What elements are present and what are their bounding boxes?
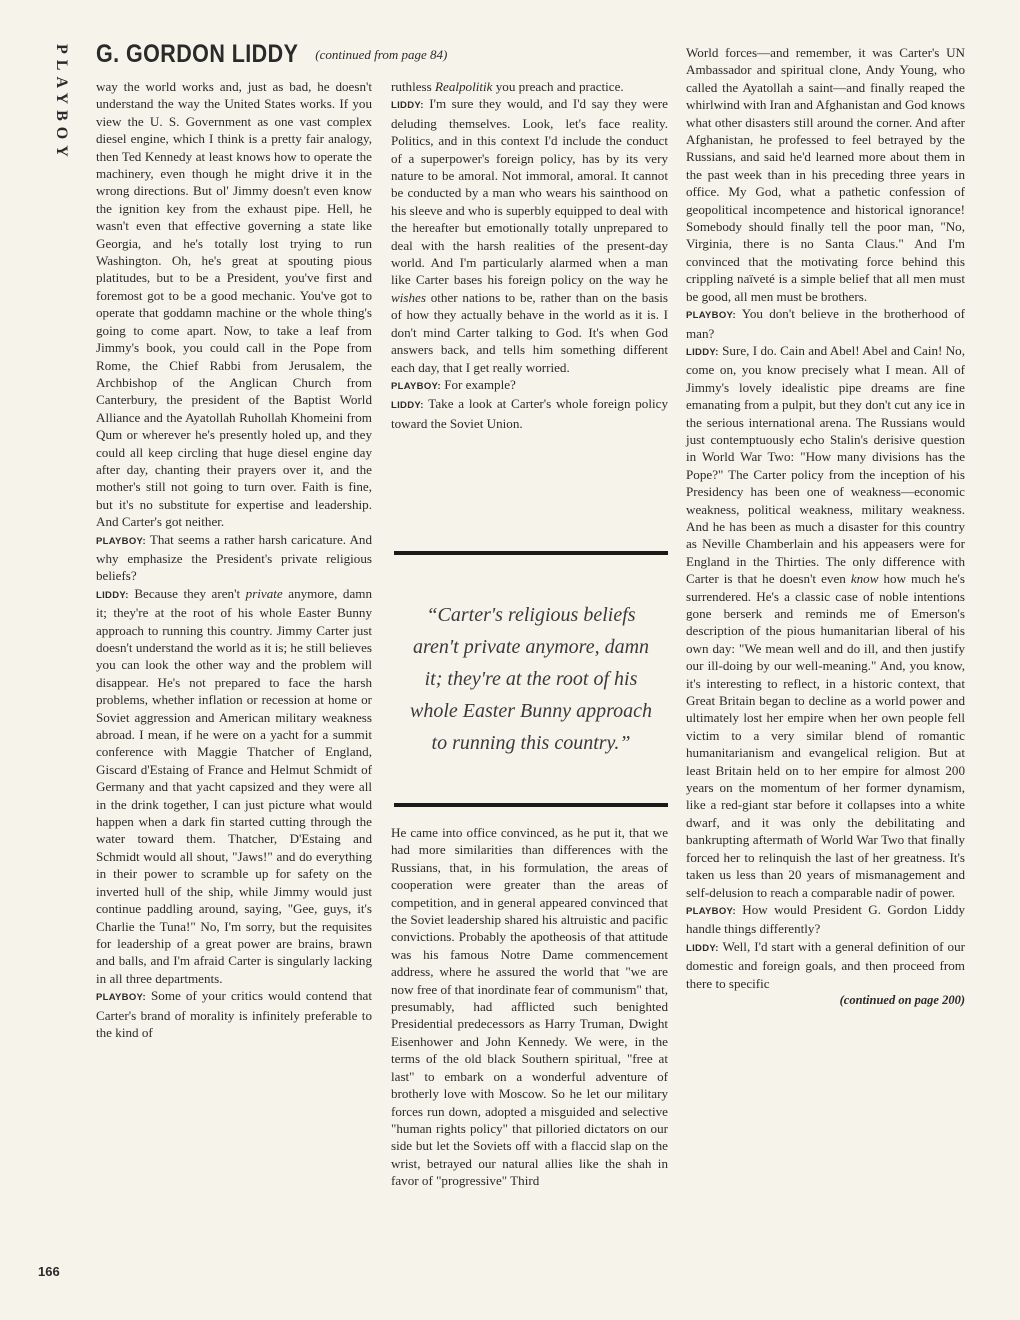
continued-from-note: (continued from page 84) [315,47,448,62]
paragraph [391,395,668,432]
continued-on-note: (continued on page 200) [839,992,965,1007]
answer-text: Because they aren't [134,585,246,601]
question-text: You don't believe in the brotherhood of man? [686,306,965,341]
paragraph [391,78,668,95]
paragraph [391,95,668,376]
answer-text: I'm sure they would, and I'd say they were deluding themselves. Look, let's face reality. Politics, and in this context I'd include the conduct of a superpower's foreign policy, has by its very nature to be amoral. Not immoral, amoral. It cannot be conducted by a man who wears his sainthood on his sleeve and who is superbly equipped to deal with the hereafter but emotionally totally unprepared to deal with the harsh realities of the present-day world. And I'm particularly alarmed when a man like Carter bases his foreign policy on the way he [391,96,668,288]
question-text: For example? [444,376,516,392]
speaker-label-liddy: LIDDY: [391,100,424,112]
paragraph: He came into office convinced, as he put it, that we had more similarities than differences with the Russians, that, in his formulation, the areas of cooperation were greater than the areas of competition, and in general appeared convinced that the Soviet leadership shared his altruistic and pacific convictions. Probably the apotheosis of that attitude was his famous Notre Dame commencement address, where he assured the world that "we are now free of that inordinate fear of communism" that, presumably, had afflicted such benighted Presidential predecessors as Harry Truman, Dwight Eisenhower and John Kennedy. We were, in the terms of the old black Southern spiritual, "free at last" to embark on a wonderful adventure of brotherly love with Moscow. So he let our military forces run down, adopted a misguided and selective "human rights policy" that pilloried dictators on our side but let the Soviets off with a flaccid slap on the wrist, betrayed our natural allies like the shah in favor of "progressive" Third [391,825,668,1189]
answer-text: Take a look at Carter's whole foreign policy toward the Soviet Union. [391,396,668,431]
question-text: That seems a rather harsh caricature. And why emphasize the President's private religious beliefs? [96,531,372,584]
paragraph [96,987,372,1041]
emphasis: wishes [391,289,426,305]
answer-text: anymore, damn it; they're at the root of his whole Easter Bunny approach to running this country. Jimmy Carter just doesn't understand the world as it is; he still believes you can look the other way and the problem will disappear. He's not prepared to face the harsh problems, whether inflation or recession at home or Soviet aggression and American military weakness abroad. I mean, if he were on a yacht for a summit conference with Maggie Thatcher of England, Giscard d'Estaing of France and Helmut Schmidt of Germany and that yacht capsized and they were all in the drink together, I can just picture what would happen when a dark fin started cutting through the water toward them. Thatcher, D'Estaing and Schmidt would all shout, "Jaws!" and do everything in their power to scramble up for safety on the inverted hull of the ship, while Jimmy would just continue paddling around, saying, "Gee, guys, it's Charlie the Tuna!" No, I'm sorry, but the requisites for leadership of a great power are brains, brawn and balls, and I'm afraid Carter is singularly lacking in all three departments. [96,585,372,986]
speaker-label-playboy: PLAYBOY: [96,535,146,547]
emphasis: private [245,585,283,601]
paragraph [391,376,668,395]
answer-text: Sure, I do. Cain and Abel! Abel and Cain! No, come on, you know precisely what I mean. All of Jimmy's lovely idealistic pipe dreams are fine emanating from a pulpit, but they don't cut any ice in the serious international arena. The Russians would just contemptuously echo Stalin's derisive question in World War Two: "How many divisions has the Pope?" The Carter policy from the inception of his Presidency has been one of weakness—economic weakness, political weakness, military weakness. And he has been as much a disaster for this country as Neville Chamberlain and his appeasers were for England in the Thirties. The only difference with Carter is that he doesn't even [686,342,965,587]
article-title: G. GORDON LIDDY [96,40,299,68]
paragraph [96,585,372,987]
emphasis: know [850,571,879,587]
pull-quote-text: “Carter's religious beliefs aren't private anymore, damn it; they're at the root of his whole Easter Bunny approach to running this country.” [409,604,652,754]
speaker-label-liddy: LIDDY: [96,589,129,601]
article-header [96,40,676,69]
question-text: How would President G. Gordon Liddy handle things differently? [686,901,965,937]
magazine-masthead: PLAYBOY [53,44,70,163]
answer-text: Well, I'd start with a general definition of our domestic and foreign goals, and then proceed from there to specific [686,938,965,991]
speaker-label-playboy: PLAYBOY: [686,905,736,917]
page-number: 166 [38,1264,60,1279]
question-text: you preach and practice. [492,79,624,94]
paragraph [686,305,965,342]
paragraph: way the world works and, just as bad, he doesn't understand the way the United States works. If you view the U. S. Government as one vast complex diesel engine, which I think is a pretty fair analogy, then Ted Kennedy at least knows how to operate the machinery, even though he might drive it in the wrong directions. But ol' Jimmy doesn't even know the ignition key from the exhaust pipe. Hell, he wasn't even that effective governing a state like Georgia, and he's totally lost trying to run Washington. Oh, he's great at spouting pious platitudes, but to be a President, you've first and foremost got to be a good mechanic. You've got to operate that goddamn machine or the whole thing's going to come apart. Now, to take a leaf from Jimmy's book, you could call in the Pope from Rome, the Chief Rabbi from Jerusalem, the Archbishop of the Anglican Church from Canterbury, the president of the Baptist World Alliance and the Ayatollah Ruhollah Khomeini from Qum or wherever he's presently holed up, and they could all keep circling that huge diesel engine day after day, chanting their prayers over it, and the mother's still not going to turn over. Faith is fine, but it's no substitute for expertise and leadership. And Carter's got neither. [96,79,372,530]
paragraph [686,901,965,938]
speaker-label-playboy: PLAYBOY: [391,380,441,392]
paragraph: World forces—and remember, it was Carter's UN Ambassador and spiritual clone, Andy Young, who called the Ayatollah a saint—and finally reaped the whirlwind with Iran and Afghanistan and God knows what other disasters still around the corner. And after Afghanistan, he professed to feel betrayed by the Russians, and said he'd learned more about them in the past week than in his preceding three years in office. My God, what a pathetic confession of geopolitical incompetence and historical ignorance! Somebody should finally tell the poor man, "No, Virginia, there is no Santa Claus." And I'm convinced that the motivating force behind this crippling naïveté is a simple belief that all men must be good, all men must be brothers. [686,45,965,304]
paragraph [686,342,965,901]
column-3 [686,44,965,1288]
speaker-label-liddy: LIDDY: [686,942,719,954]
speaker-label-playboy: PLAYBOY: [686,310,736,322]
speaker-label-playboy: PLAYBOY: [96,992,146,1004]
emphasis: Realpolitik [435,79,493,94]
answer-text: other nations to be, rather than on the basis of how they actually behave in the world as it is. I don't mind Carter talking to God. It's when God answers back, and tells him something different each day, that I get really worried. [391,289,668,375]
column-2-lower [391,824,668,1288]
column-1 [96,78,372,1288]
question-text: Some of your critics would contend that Carter's brand of morality is infinitely preferable to the kind of [96,988,372,1040]
question-text: ruthless [391,79,436,94]
pull-quote [394,551,668,807]
speaker-label-liddy: LIDDY: [391,400,424,412]
speaker-label-liddy: LIDDY: [686,346,719,358]
paragraph [96,531,372,585]
answer-text: how much he's surrendered. He's a classic case of noble intentions gone berserk and reminds me of Emerson's description of the pious humanitarian liberal of his own day: "We mean well and do ill, and then justify our ill-doing by our well-meaning." And, you know, it's interesting to reflect, in a historic context, that Great Britain began to decline as a world power and ultimately lost her empire when her own people fell victim to a very similar blend of romantic humanitarianism and evangelical religion. But at least Britain held on to her empire for almost 200 years on the momentum of her former dynamism, like a red-giant star before it collapses into a white dwarf, and it was only the debilitating and bankrupting aftermath of World War Two that finally forced her to relinquish the last of her greatness. It's taken us less than 20 years of mismanagement and self-delusion to reach a comparable nadir of power. [686,571,965,900]
column-2-upper [391,78,668,432]
paragraph [686,938,965,992]
